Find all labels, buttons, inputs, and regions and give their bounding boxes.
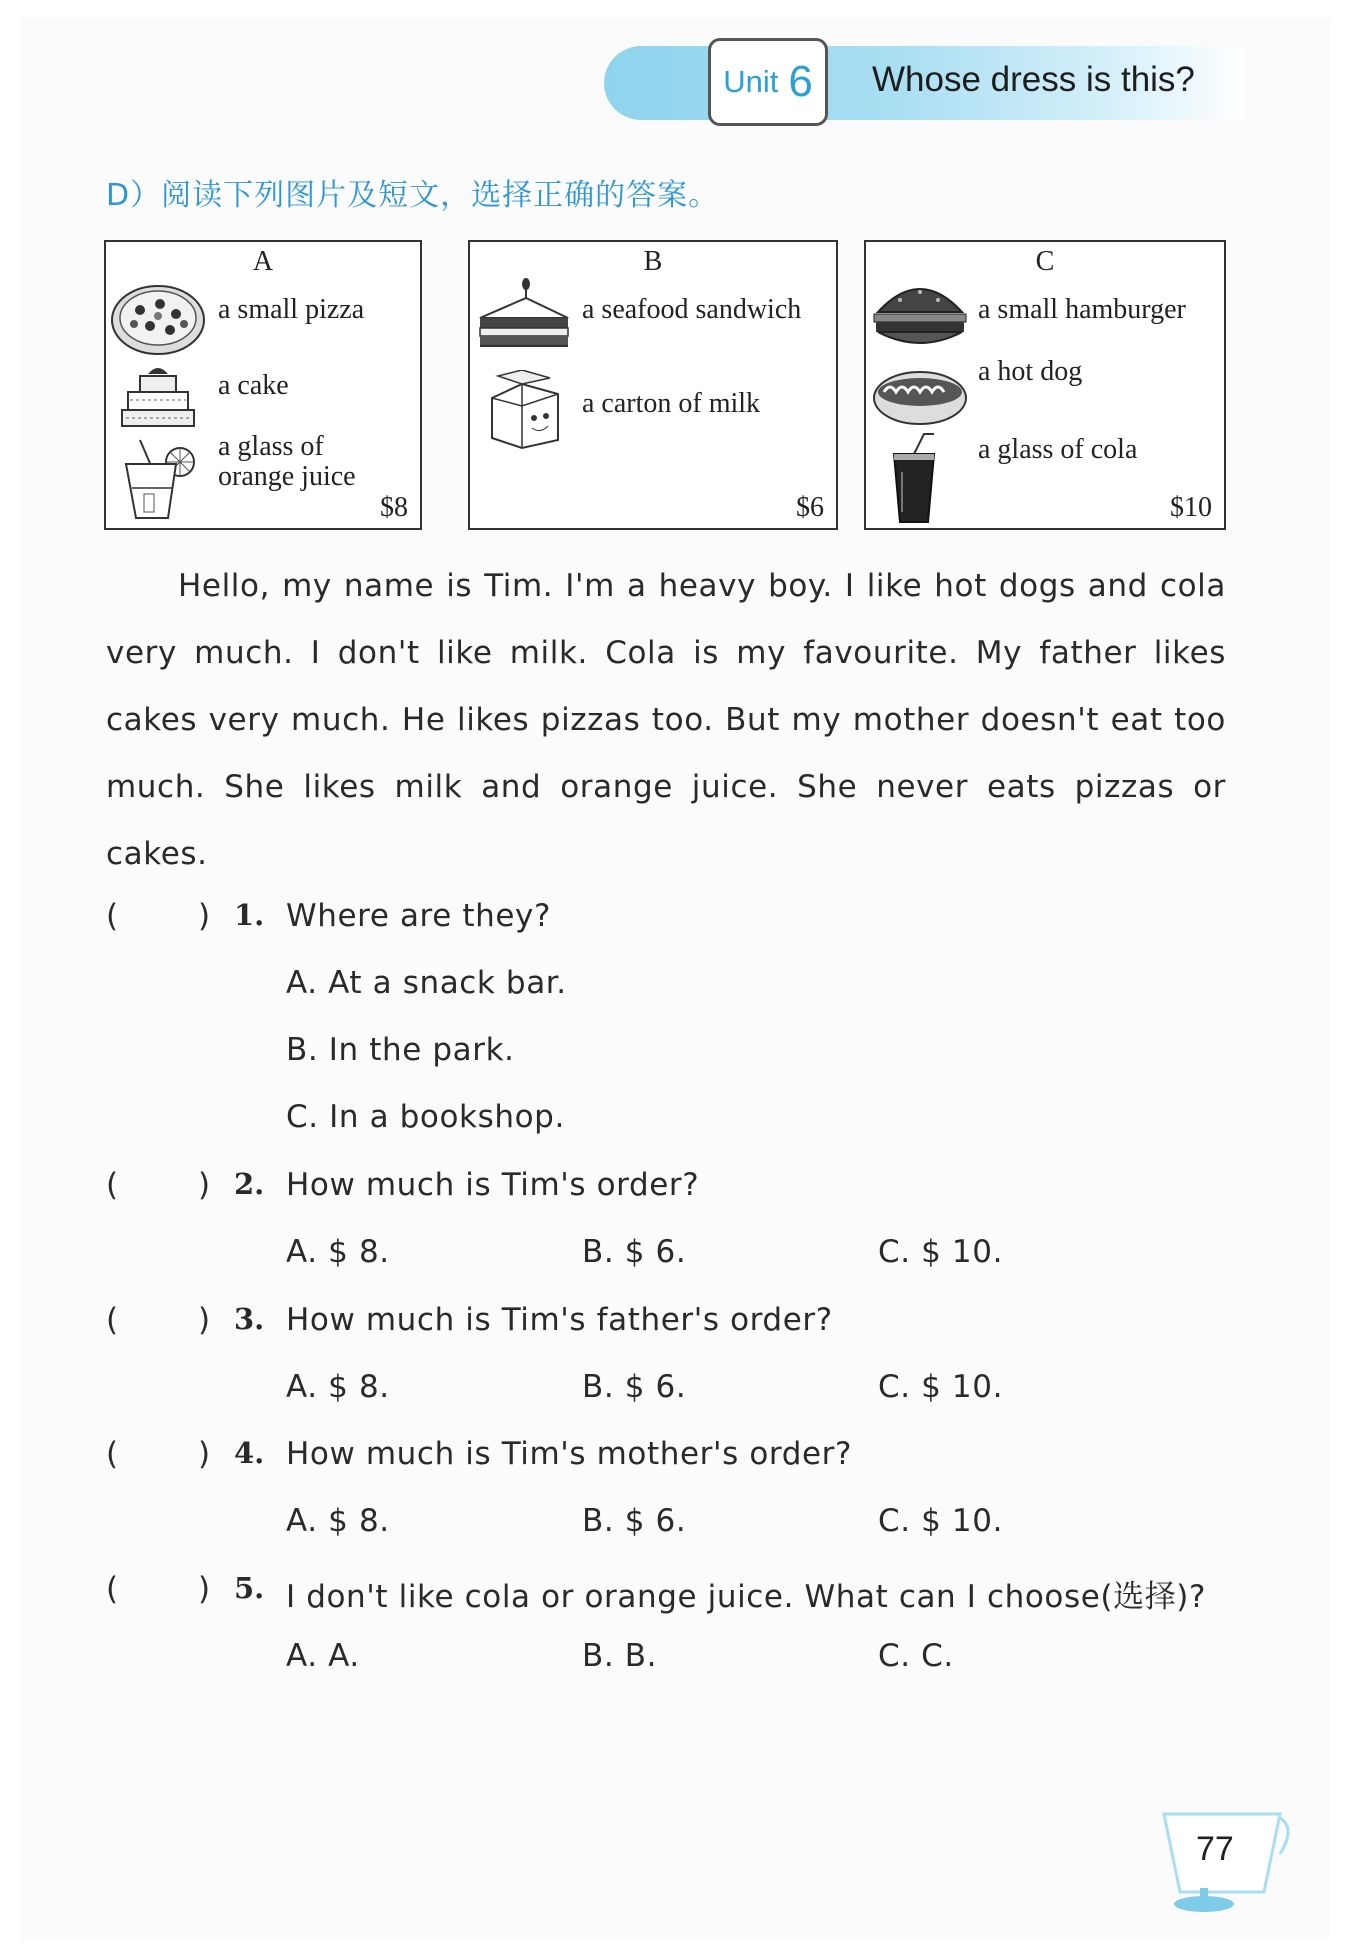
menu-letter: A <box>252 246 274 277</box>
menu-box-b <box>468 240 838 530</box>
option-b: B. In the park. <box>286 1032 515 1068</box>
question-text: How much is Tim's father's order? <box>286 1302 833 1338</box>
answer-paren-close: ) <box>198 1436 211 1472</box>
answer-paren-open: ( <box>106 1571 119 1607</box>
option-a: A. At a snack bar. <box>286 965 567 1001</box>
menu-price: $10 <box>1170 492 1212 523</box>
unit-number: 6 <box>788 57 813 106</box>
question-number: 1. <box>234 898 265 932</box>
menu-price: $8 <box>380 492 408 523</box>
answer-paren-close: ) <box>198 1302 211 1338</box>
menu-box-c <box>864 240 1226 530</box>
menu-item-label: a glass of cola <box>978 434 1138 465</box>
option-c: C. $ 10. <box>878 1369 1004 1405</box>
question-text: I don't like cola or orange juice. What can I choose(选择)? <box>286 1579 1207 1615</box>
question-number: 2. <box>234 1167 265 1201</box>
answer-paren-open: ( <box>106 1436 119 1472</box>
option-a: A. $ 8. <box>286 1234 390 1270</box>
answer-paren-open: ( <box>106 1167 119 1203</box>
question-number: 4. <box>234 1436 265 1470</box>
question-text: Where are they? <box>286 898 552 934</box>
hot-dog-icon <box>870 360 970 430</box>
pizza-icon <box>110 280 206 356</box>
option-b: B. B. <box>582 1638 658 1674</box>
answer-paren-close: ) <box>198 1167 211 1203</box>
cake-icon <box>118 360 198 432</box>
option-a: A. $ 8. <box>286 1369 390 1405</box>
page-number: 77 <box>1196 1830 1234 1868</box>
menu-item-line2: orange juice <box>218 461 356 492</box>
passage-text: Hello, my name is Tim. I'm a heavy boy. I like hot dogs and cola very much. I don't like milk. Cola is my favourite. My father likes cakes very much. He likes pizzas too. But my mother doesn't eat too much. She likes milk and orange juice. She never eats pizzas or cakes. <box>106 568 1226 872</box>
menu-item-label: a cake <box>218 370 289 401</box>
menu-letter: C <box>1035 246 1055 277</box>
option-b: B. $ 6. <box>582 1234 687 1270</box>
menu-item-line1: a glass of <box>218 431 324 462</box>
question-text: How much is Tim's order? <box>286 1167 700 1203</box>
menu-item-label <box>218 432 356 492</box>
reading-passage <box>106 553 1226 888</box>
option-c: C. $ 10. <box>878 1234 1004 1270</box>
answer-paren-close: ) <box>198 898 211 934</box>
option-c: C. In a bookshop. <box>286 1099 565 1135</box>
menu-item-label: a hot dog <box>978 356 1083 387</box>
option-c: C. $ 10. <box>878 1503 1004 1539</box>
answer-paren-open: ( <box>106 898 119 934</box>
menu-box-a <box>104 240 422 530</box>
answer-paren-close: ) <box>198 1571 211 1607</box>
unit-title: Whose dress is this? <box>872 60 1195 99</box>
hamburger-icon <box>870 276 970 352</box>
option-a: A. $ 8. <box>286 1503 390 1539</box>
unit-word: Unit <box>723 64 779 99</box>
option-b: B. $ 6. <box>582 1503 687 1539</box>
option-c: C. C. <box>878 1638 954 1674</box>
answer-paren-open: ( <box>106 1302 119 1338</box>
menu-letter: B <box>643 246 663 277</box>
option-a: A. A. <box>286 1638 360 1674</box>
menu-item-label: a small hamburger <box>978 294 1186 325</box>
menu-price: $6 <box>796 492 824 523</box>
menu-item-label: a small pizza <box>218 294 365 325</box>
question-number: 3. <box>234 1302 265 1336</box>
section-heading: D）阅读下列图片及短文，选择正确的答案。 <box>106 178 720 213</box>
menu-item-label: a seafood sandwich <box>582 294 802 325</box>
unit-badge <box>708 38 828 126</box>
milk-carton-icon <box>482 370 568 450</box>
cola-icon <box>884 432 944 526</box>
menu-item-label: a carton of milk <box>582 388 761 419</box>
question-number: 5. <box>234 1571 265 1605</box>
option-b: B. $ 6. <box>582 1369 687 1405</box>
sandwich-icon <box>474 278 574 354</box>
orange-juice-icon <box>118 438 198 522</box>
question-text: How much is Tim's mother's order? <box>286 1436 853 1472</box>
